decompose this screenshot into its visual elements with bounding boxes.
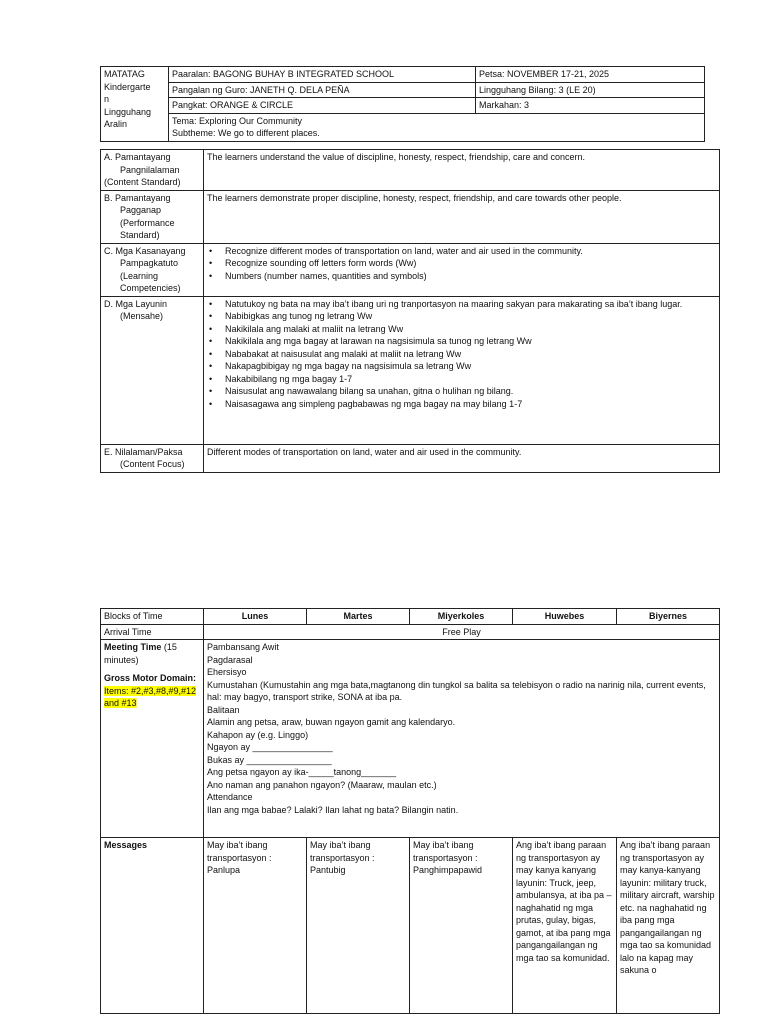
meeting-time-label: Meeting Time [104,642,162,652]
arrival-time-value: Free Play [204,624,720,640]
arrival-time-label: Arrival Time [101,624,204,640]
day-header-biyernes: Biyernes [617,609,720,625]
meeting-time-duration: (15 minutes) [104,642,177,665]
list-item: • Numbers (number names, quantities and symbols) [207,270,716,283]
day-header-miyerkoles: Miyerkoles [410,609,513,625]
school-name: Paaralan: BAGONG BUHAY B INTEGRATED SCHOOL [169,67,476,83]
messages-label: Messages [101,838,204,1014]
list-item: • Nakikilala ang malaki at maliit na letrang Ww [207,323,716,336]
day-header-martes: Martes [307,609,410,625]
teacher-name: Pangalan ng Guro: JANETH Q. DELA PEÑA [169,82,476,98]
section: Pangkat: ORANGE & CIRCLE [169,98,476,114]
schedule-table [100,608,720,1014]
message-huwebes: Ang iba’t ibang paraan ng transportasyon ay may kanya kanyang layunin: Truck, jeep, ambulansya, at iba pa – naghahatid ng mga prutas, gulay, bigas, gamot, at iba pang mga pangangailangan ng mga tao sa komunidad. [513,838,617,1014]
gross-motor-items: Items: #2,#3,#8,#9,#12 and #13 [104,685,197,708]
blocks-of-time-header: Blocks of Time [101,609,204,625]
content-focus-label: E. Nilalaman/Paksa (Content Focus) [101,444,204,472]
week-number: Lingguhang Bilang: 3 (LE 20) [476,82,705,98]
message-martes: May iba’t ibang transportasyon : Pantubig [307,838,410,1014]
objectives-list [204,296,720,444]
performance-standard-label: B. Pamantayang Pagganap (Performance Standard) [101,190,204,243]
header-left-label: MATATAG Kindergarte n Lingguhang Aralin [101,67,169,142]
content-standard-label: A. Pamantayang Pangnilalaman (Content Standard) [101,150,204,191]
theme: Tema: Exploring Our Community [172,115,303,126]
meeting-time-label-cell [101,640,204,838]
theme-cell [169,113,705,141]
list-item: • Nakabibilang ng mga bagay 1-7 [207,373,716,386]
learning-competencies-list [204,243,720,296]
list-item: • Naisusulat ang nawawalang bilang sa unahan, gitna o hulihan ng bilang. [207,385,716,398]
day-header-huwebes: Huwebes [513,609,617,625]
list-item: • Recognize sounding off letters form words (Ww) [207,257,716,270]
quarter: Markahan: 3 [476,98,705,114]
content-focus-text: Different modes of transportation on land, water and air used in the community. [204,444,720,472]
list-item: • Naisasagawa ang simpleng pagbabawas ng mga bagay na may bilang 1-7 [207,398,716,411]
content-standard-text: The learners understand the value of discipline, honesty, respect, friendship, care and concern. [204,150,720,191]
message-miyerkoles: May iba’t ibang transportasyon : Panghimpapawid [410,838,513,1014]
day-header-lunes: Lunes [204,609,307,625]
message-biyernes: Ang iba’t ibang paraan ng transportasyon ay may kanya-kanyang layunin: military truck, military aircraft, warship etc. na naghahatid ng iba pang mga pangangailangan ng mga tao sa komunidad lalo na kapag may sakuna o [617,838,720,1014]
header-table [100,66,705,142]
list-item: • Nakikilala ang mga bagay at larawan na nagsisimula sa tunog ng letrang Ww [207,335,716,348]
list-item: • Recognize different modes of transportation on land, water and air used in the community. [207,245,716,258]
list-item: • Nababakat at naisusulat ang malaki at maliit na letrang Ww [207,348,716,361]
standards-table [100,149,720,473]
performance-standard-text: The learners demonstrate proper discipline, honesty, respect, friendship, and care towards other people. [204,190,720,243]
meeting-time-content: Pambansang Awit Pagdarasal Ehersisyo Kumustahan (Kumustahin ang mga bata,magtanong din tungkol sa balita sa telebisyon o radio na narinig nila, current events, hal: may bagyo, transport strike, SONA at iba pa. Balitaan Alamin ang petsa, araw, buwan ngayon gamit ang kalendaryo. Kahapon ay (e.g. Linggo) Ngayon ay ________________ Bukas ay _________________ Ang petsa ngayon ay ika-_____tanong_______ Ano naman ang panahon ngayon? (Maaraw, maulan etc.) Attendance Ilan ang mga babae? Lalaki? Ilan lahat ng bata? Bilangin natin. [204,640,720,838]
list-item: • Nakapagbibigay ng mga bagay na nagsisimula sa letrang Ww [207,360,716,373]
list-item: • Nabibigkas ang tunog ng letrang Ww [207,310,716,323]
date: Petsa: NOVEMBER 17-21, 2025 [476,67,705,83]
subtheme: Subtheme: We go to different places. [172,128,320,138]
list-item: • Natutukoy ng bata na may iba’t ibang uri ng tranportasyon na maaring sakyan para makarating sa iba’t ibang lugar. [207,298,716,311]
objectives-label: D. Mga Layunin (Mensahe) [101,296,204,444]
gross-motor-label: Gross Motor Domain: [104,673,197,683]
message-lunes: May iba’t ibang transportasyon : Panlupa [204,838,307,1014]
learning-competencies-label: C. Mga Kasanayang Pampagkatuto (Learning Competencies) [101,243,204,296]
